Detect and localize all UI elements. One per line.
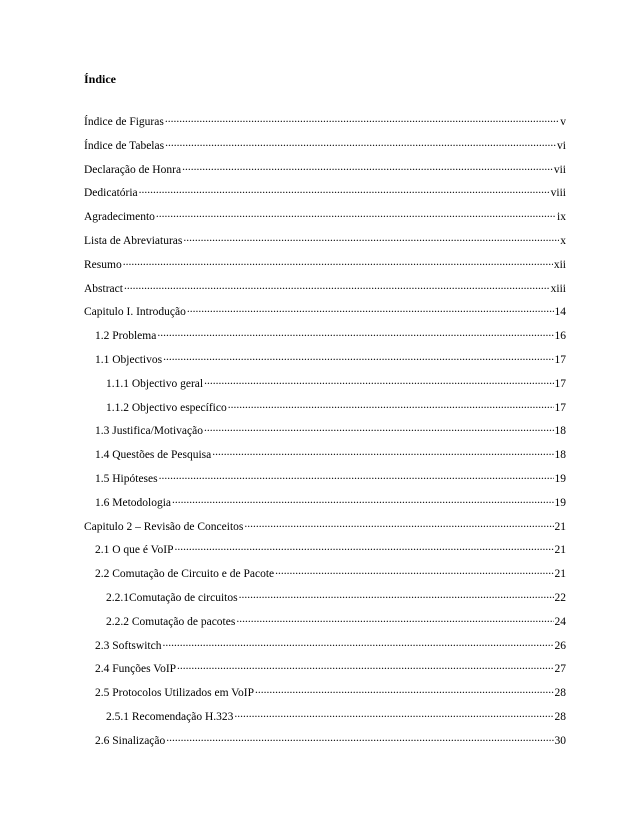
- toc-entry-title: 1.6 Metodologia: [95, 496, 172, 509]
- toc-entry[interactable]: [84, 256, 566, 280]
- toc-entry[interactable]: [84, 303, 566, 327]
- toc-entry[interactable]: [84, 161, 566, 185]
- toc-entry-page-number: 14: [554, 306, 566, 319]
- toc-entry[interactable]: [84, 518, 566, 542]
- toc-entry-page-number: 19: [554, 496, 566, 509]
- toc-entry-page-number: 19: [554, 472, 566, 485]
- toc-entry[interactable]: [84, 208, 566, 232]
- toc-entry-title: 1.1.2 Objectivo específico: [106, 401, 227, 414]
- toc-entry-page-number: 18: [554, 449, 566, 462]
- toc-entry-title: Agradecimento: [84, 211, 155, 224]
- toc-entry[interactable]: [84, 708, 566, 732]
- toc-entry-title: 1.4 Questões de Pesquisa: [95, 449, 212, 462]
- toc-entry-page-number: 17: [554, 401, 566, 414]
- toc-dot-leader: [275, 565, 553, 577]
- toc-dot-leader: [182, 161, 553, 173]
- toc-entry-page-number: 24: [554, 615, 566, 628]
- toc-dot-leader: [163, 351, 553, 363]
- toc-entry-title: Índice de Tabelas: [84, 139, 165, 152]
- toc-dot-leader: [236, 613, 553, 625]
- toc-entry-page-number: viii: [550, 187, 566, 200]
- toc-entry[interactable]: [84, 732, 566, 756]
- toc-entry[interactable]: [84, 613, 566, 637]
- toc-dot-leader: [212, 446, 553, 458]
- toc-entry-title: 2.2.1Comutação de circuitos: [106, 591, 238, 604]
- toc-dot-leader: [139, 184, 550, 196]
- toc-entry-title: 2.5 Protocolos Utilizados em VoIP: [95, 687, 254, 700]
- toc-entry-title: 2.4 Funções VoIP: [95, 663, 177, 676]
- toc-dot-leader: [239, 589, 554, 601]
- toc-entry-page-number: 26: [554, 639, 566, 652]
- toc-entry-title: Resumo: [84, 258, 122, 271]
- toc-entry-title: 1.2 Problema: [95, 330, 157, 343]
- toc-dot-leader: [187, 303, 554, 315]
- toc-dot-leader: [157, 327, 553, 339]
- toc-dot-leader: [165, 137, 556, 149]
- toc-entry[interactable]: [84, 113, 566, 137]
- toc-entry-page-number: 22: [554, 591, 566, 604]
- toc-entry[interactable]: [84, 280, 566, 304]
- toc-dot-leader: [255, 684, 554, 696]
- toc-entry[interactable]: [84, 399, 566, 423]
- toc-entry-title: Dedicatória: [84, 187, 138, 200]
- toc-entry-title: Índice de Figuras: [84, 116, 164, 128]
- toc-entry-page-number: 16: [554, 330, 566, 343]
- toc-entry-page-number: ix: [557, 211, 566, 224]
- toc-entry-page-number: vii: [553, 163, 566, 176]
- toc-dot-leader: [124, 280, 550, 292]
- toc-dot-leader: [204, 422, 554, 434]
- toc-entry[interactable]: [84, 137, 566, 161]
- toc-entry[interactable]: [84, 565, 566, 589]
- toc-dot-leader: [156, 208, 556, 220]
- toc-entry-page-number: 28: [554, 687, 566, 700]
- toc-entry-title: 2.2.2 Comutação de pacotes: [106, 615, 236, 628]
- toc-entry-title: 2.2 Comutação de Circuito e de Pacote: [95, 568, 275, 581]
- toc-entry-page-number: 17: [554, 377, 566, 390]
- toc-entry-page-number: v: [560, 116, 566, 128]
- toc-dot-leader: [159, 470, 554, 482]
- toc-entry-title: 2.5.1 Recomendação H.323: [106, 710, 234, 723]
- toc-dot-leader: [234, 708, 553, 720]
- toc-dot-leader: [183, 232, 559, 244]
- toc-entry[interactable]: [84, 446, 566, 470]
- toc-entry-title: 2.3 Softswitch: [95, 639, 162, 652]
- toc-entry[interactable]: [84, 541, 566, 565]
- toc-dot-leader: [204, 375, 553, 387]
- toc-dot-leader: [165, 113, 559, 125]
- toc-entry-title: 1.1 Objectivos: [95, 353, 163, 366]
- toc-entry-page-number: vi: [557, 139, 566, 152]
- toc-entry-title: 2.1 O que é VoIP: [95, 544, 174, 557]
- toc-entry-page-number: xiii: [550, 282, 566, 295]
- toc-dot-leader: [228, 399, 554, 411]
- toc-dot-leader: [172, 494, 553, 506]
- toc-entry[interactable]: [84, 375, 566, 399]
- toc-entry-title: 1.3 Justifica/Motivação: [95, 425, 203, 438]
- toc-entry-page-number: 17: [554, 353, 566, 366]
- toc-dot-leader: [123, 256, 553, 268]
- toc-entry[interactable]: [84, 470, 566, 494]
- toc-entry-page-number: 28: [554, 710, 566, 723]
- toc-entry-title: Abstract: [84, 282, 123, 295]
- toc-entry[interactable]: [84, 351, 566, 375]
- toc-dot-leader: [166, 732, 553, 744]
- toc-dot-leader: [244, 518, 553, 530]
- toc-entry-page-number: 21: [554, 520, 566, 533]
- toc-entry-page-number: xii: [553, 258, 566, 271]
- toc-dot-leader: [177, 660, 553, 672]
- toc-entry-title: Capitulo I. Introdução: [84, 306, 186, 319]
- toc-entry-title: 2.6 Sinalização: [95, 734, 166, 747]
- toc-entry[interactable]: [84, 660, 566, 684]
- toc-entry[interactable]: [84, 327, 566, 351]
- toc-entry[interactable]: [84, 637, 566, 661]
- toc-entry-page-number: 27: [554, 663, 566, 676]
- table-of-contents: [84, 113, 566, 756]
- toc-entry-title: 1.1.1 Objectivo geral: [106, 377, 204, 390]
- toc-entry[interactable]: [84, 684, 566, 708]
- toc-dot-leader: [174, 541, 553, 553]
- toc-entry-page-number: x: [560, 234, 566, 247]
- toc-entry[interactable]: [84, 494, 566, 518]
- page-title: Índice: [84, 72, 117, 86]
- toc-entry-title: Declaração de Honra: [84, 163, 182, 176]
- toc-entry[interactable]: [84, 232, 566, 256]
- toc-entry[interactable]: [84, 422, 566, 446]
- toc-entry-page-number: 18: [554, 425, 566, 438]
- toc-entry-page-number: 21: [554, 544, 566, 557]
- toc-entry-title: Capitulo 2 – Revisão de Conceitos: [84, 520, 244, 533]
- toc-entry-page-number: 30: [554, 734, 566, 747]
- toc-entry-title: Lista de Abreviaturas: [84, 234, 183, 247]
- toc-entry-page-number: 21: [554, 568, 566, 581]
- toc-entry[interactable]: [84, 589, 566, 613]
- toc-entry[interactable]: [84, 184, 566, 208]
- toc-dot-leader: [162, 637, 553, 649]
- toc-entry-title: 1.5 Hipóteses: [95, 472, 158, 485]
